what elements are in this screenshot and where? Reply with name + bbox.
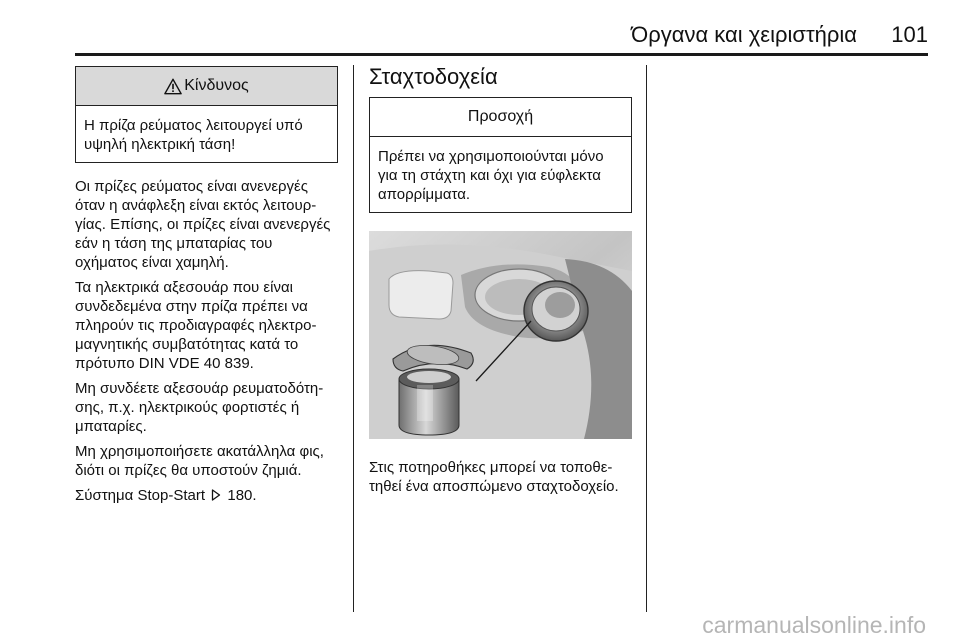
cross-reference[interactable] <box>75 486 338 505</box>
caution-notice-body: Πρέπει να χρησιμοποιούνται μόνο για τη στάχτη και όχι για εύφλεκτα απορρίμματα. <box>378 148 604 203</box>
page-number: 101 <box>891 22 928 47</box>
watermark: carmanualsonline.info <box>702 612 926 638</box>
body-text <box>75 177 338 505</box>
middle-column <box>369 66 632 502</box>
danger-notice-title: Κίνδυνος <box>184 77 249 94</box>
cross-reference-page: 180. <box>227 487 257 504</box>
left-column <box>75 66 338 511</box>
paragraph: Μη συνδέετε αξεσουάρ ρευματοδότησης, π.χ. ηλεκτρικούς φορτιστές ή μπαταρίες. <box>75 380 324 435</box>
section-title-ashtrays: Σταχτοδοχεία <box>369 64 498 89</box>
warning-triangle-icon <box>164 78 182 95</box>
column-divider-left <box>353 65 354 612</box>
column-divider-right <box>646 65 647 612</box>
paragraph: Τα ηλεκτρικά αξεσουάρ που είναι συνδεδεμένα στην πρίζα πρέπει να πληρούν τις προδιαγραφές ηλεκτρομαγνητικής συμβατότητας κατά το πρότυπο DIN VDE 40 839. <box>75 279 317 372</box>
caution-notice-header <box>370 98 631 137</box>
header-section-title: Όργανα και χειριστήρια <box>631 22 857 47</box>
paragraph: Μη χρησιμοποιήσετε ακατάλληλα φις, διότι οι πρίζες θα υποστούν ζημιά. <box>75 443 324 479</box>
cross-reference-text: Σύστημα Stop-Start <box>75 487 206 504</box>
caution-notice <box>369 97 632 213</box>
illustration-caption: Στις ποτηροθήκες μπορεί να τοποθετηθεί ένα αποσπώμενο σταχτοδοχείο. <box>369 459 619 495</box>
caution-notice-title: Προσοχή <box>467 108 534 125</box>
page-reference-arrow-icon <box>211 489 221 501</box>
danger-notice-header <box>76 67 337 106</box>
danger-notice <box>75 66 338 163</box>
ashtray-illustration <box>369 231 632 439</box>
paragraph: Οι πρίζες ρεύματος είναι ανενεργές όταν η ανάφλεξη είναι εκτός λειτουργίας. Επίσης, οι πρίζες είναι ανενεργές εάν η τάση της μπαταρίας του οχήματος είναι χαμηλή. <box>75 178 331 271</box>
header-rule <box>75 53 928 56</box>
danger-notice-body: Η πρίζα ρεύματος λειτουργεί υπό υψηλή ηλεκτρική τάση! <box>84 117 303 153</box>
